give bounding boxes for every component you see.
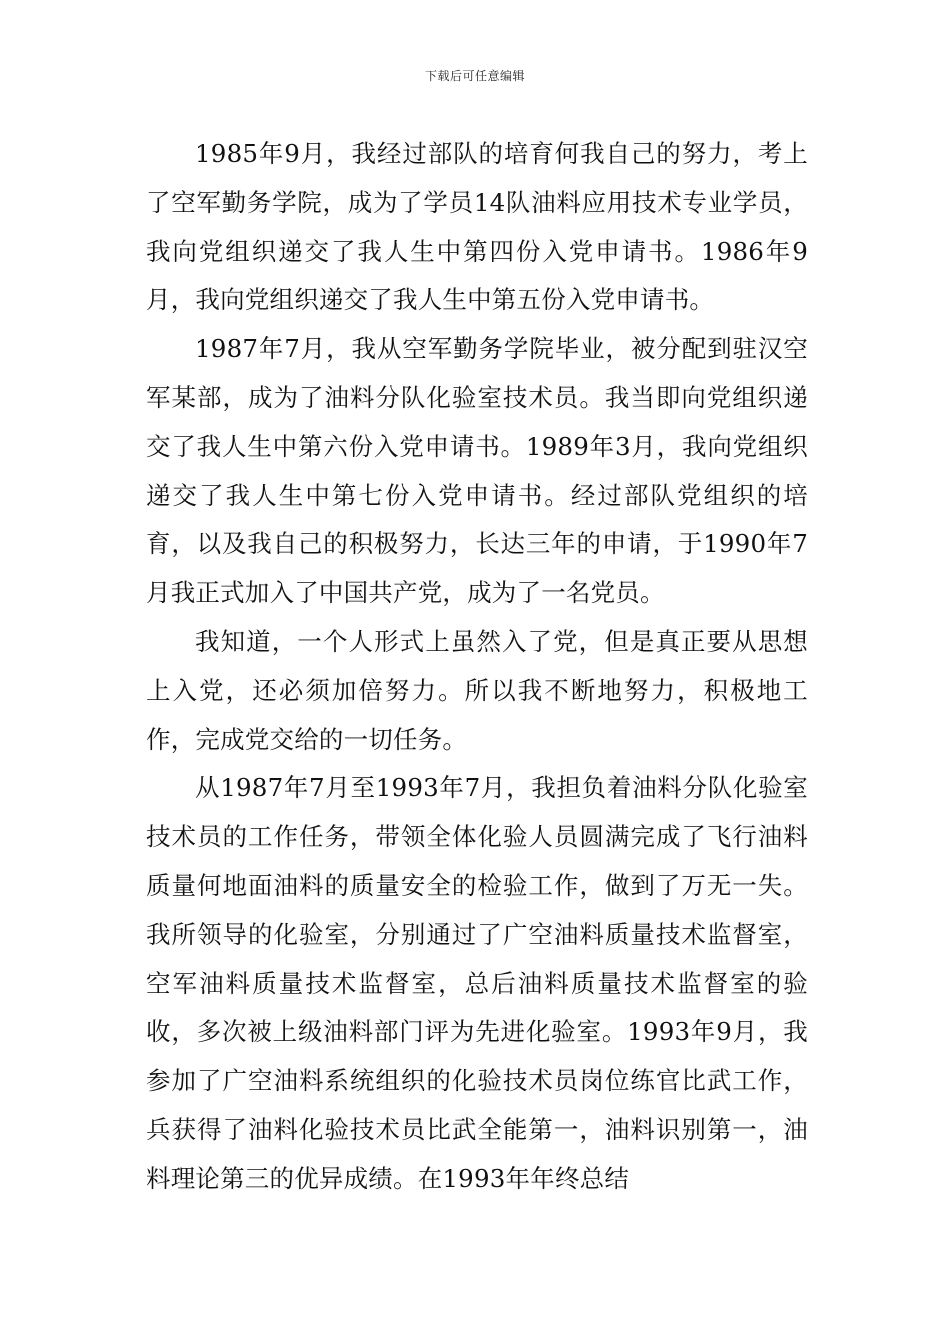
page-header: 下载后可任意编辑	[424, 69, 525, 83]
paragraph-2: 1987年7月，我从空军勤务学院毕业，被分配到驻汉空军某部，成为了油料分队化验室技术员。我当即向党组织递交了我人生中第六份入党申请书。1989年3月，我向党组织递交了我人生中第七份入党申请书。经过部队党组织的培育，以及我自己的积极努力，长达三年的申请，于1990年7月我正式加入了中国共产党，成为了一名党员。	[146, 334, 808, 608]
paragraph-1: 1985年9月，我经过部队的培育何我自己的努力，考上了空军勤务学院，成为了学员14队油料应用技术专业学员，我向党组织递交了我人生中第四份入党申请书。1986年9月，我向党组织递交了我人生中第五份入党申请书。	[146, 139, 808, 315]
paragraph-3: 我知道，一个人形式上虽然入了党，但是真正要从思想上入党，还必须加倍努力。所以我不断地努力，积极地工作，完成党交给的一切任务。	[146, 626, 808, 754]
paragraph-4: 从1987年7月至1993年7月，我担负着油料分队化验室技术员的工作任务，带领全体化验人员圆满完成了飞行油料质量何地面油料的质量安全的检验工作，做到了万无一失。我所领导的化验室，分别通过了广空油料质量技术监督室，空军油料质量技术监督室，总后油料质量技术监督室的验收，多次被上级油料部门评为先进化验室。1993年9月，我参加了广空油料系统组织的化验技术员岗位练官比武工作，兵获得了油料化验技术员比武全能第一，油料识别第一，油料理论第三的优异成绩。在1993年年终总结	[146, 773, 808, 1193]
document-body	[146, 130, 808, 1204]
